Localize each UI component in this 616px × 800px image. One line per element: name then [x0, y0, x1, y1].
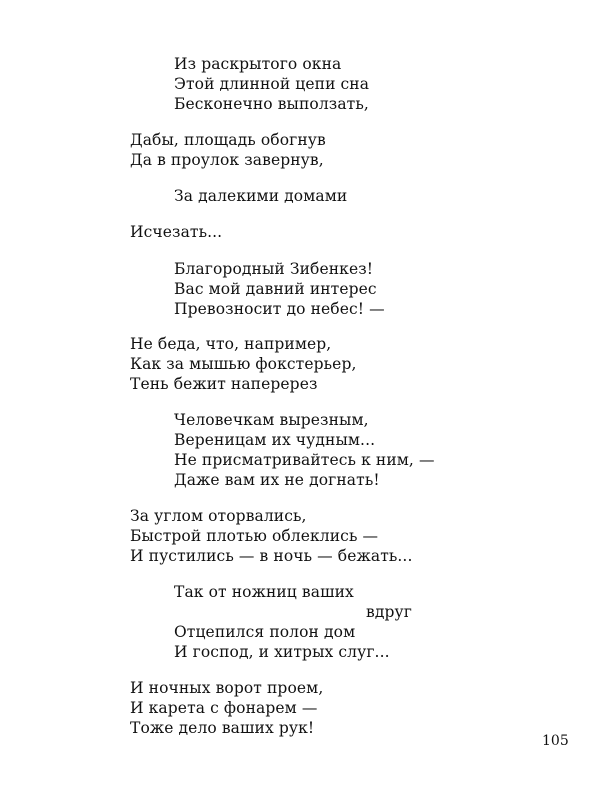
poem-line: Дабы, площадь обогнув [130, 131, 326, 149]
poem-line: вдруг [366, 603, 412, 621]
poem-line: Благородный Зибенкез! [174, 260, 374, 278]
poem-line: И ночных ворот проем, [130, 679, 324, 697]
poem-line: И пустились — в ночь — бежать... [130, 547, 413, 565]
poem-line: Не присматривайтесь к ним, — [174, 451, 435, 469]
poem-line: Да в проулок завернув, [130, 151, 324, 169]
poem-line: И господ, и хитрых слуг... [174, 643, 390, 661]
poem-line: Даже вам их не догнать! [174, 471, 380, 489]
poem-line: Не беда, что, например, [130, 335, 332, 353]
poem-line: Быстрой плотью облеклись — [130, 527, 379, 545]
poem-line: Так от ножниц ваших [174, 583, 354, 601]
poem-line: И карета с фонарем — [130, 699, 318, 717]
poem-line: Человечкам вырезным, [174, 411, 369, 429]
poem-line: Из раскрытого окна [174, 55, 342, 73]
poem-line: Как за мышью фокстерьер, [130, 355, 357, 373]
poem-line: Бесконечно выползать, [174, 95, 369, 113]
poem-line: Превозносит до небес! — [174, 300, 385, 318]
poem-line: Вереницам их чудным... [174, 431, 376, 449]
poem-line: Тоже дело ваших рук! [130, 719, 315, 737]
poem-line: Исчезать... [130, 223, 223, 241]
poem-line: За углом оторвались, [130, 507, 307, 525]
poem-line: Тень бежит наперерез [130, 375, 318, 393]
poem-line: Этой длинной цепи сна [174, 75, 370, 93]
poem-line: Вас мой давний интерес [174, 280, 377, 298]
page-number: 105 [542, 733, 569, 749]
poem-line: За далекими домами [174, 187, 348, 205]
poem-line: Отцепился полон дом [174, 623, 356, 641]
